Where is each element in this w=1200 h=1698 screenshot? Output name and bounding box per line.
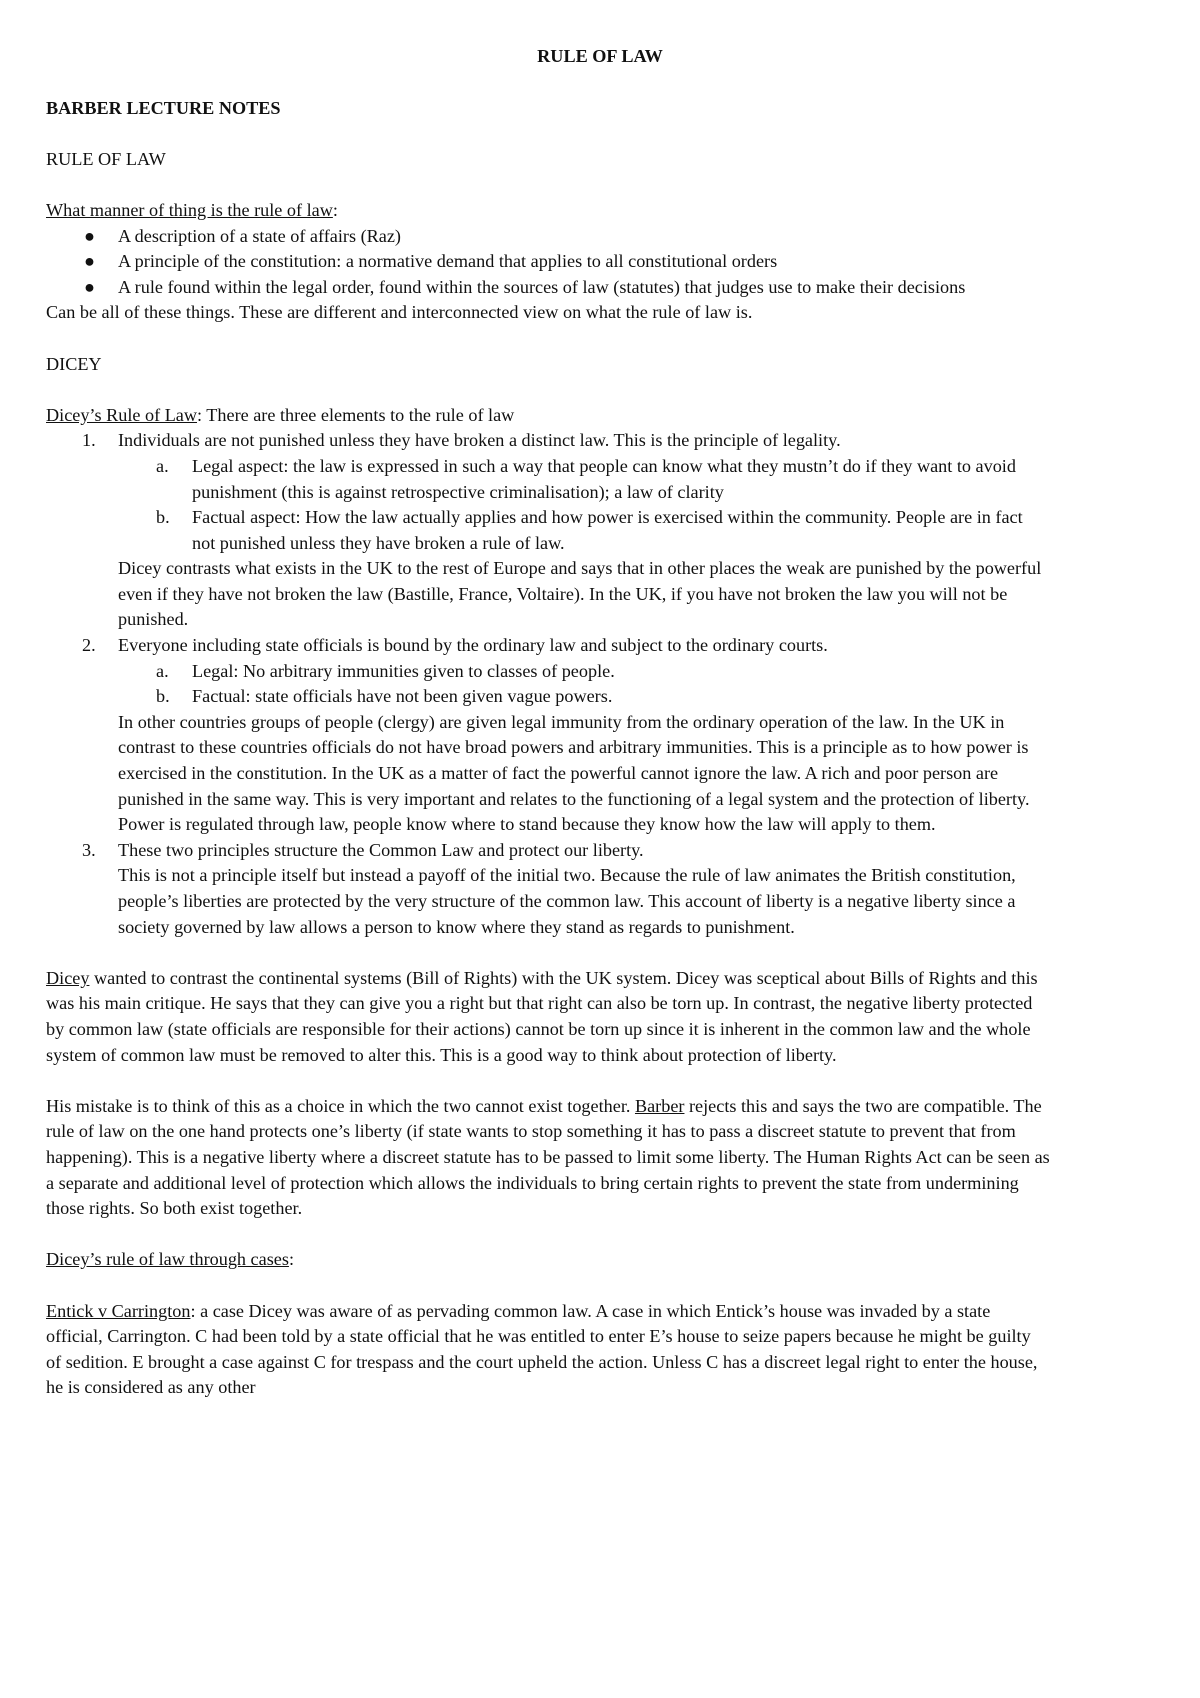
cases-heading-suffix: : [288,1249,294,1270]
document-title: RULE OF LAW [537,46,663,66]
cases-heading [46,1247,1050,1273]
list-item-note: This is not a principle itself but instead a payoff of the initial two. Because the rule of law animates the British constitution, people’s liberties are protected by the very structure of the common law. This account of liberty is a negative liberty since a society governed by law allows a person to know where they stand as regards to punishment. [118,865,1016,937]
list-item [84,249,1050,275]
manner-heading [46,198,1050,224]
manner-summary: Can be all of these things. These are different and interconnected view on what the rule of law is. [46,302,753,323]
bullet-icon: ● [84,251,95,272]
manner-heading-text: What manner of thing is the rule of law [46,199,333,220]
sub-list-text: Legal aspect: the law is expressed in such a way that people can know what they mustn’t do if they want to avoid punishment (this is against retrospective criminalisation); a law of clarity [192,455,1016,502]
sub-list-item [156,454,1050,505]
bullet-icon: ● [84,276,95,297]
list-item-note: Dicey contrasts what exists in the UK to the rest of Europe and says that in other places the weak are punished by the powerful even if they have not broken the law (Bastille, France, Voltaire). In the UK, if you have not broken the law you will not be punished. [118,558,1042,630]
bullet-text: A description of a state of affairs (Raz) [118,225,401,246]
manner-bullet-list [46,224,1050,301]
list-item [82,838,1050,940]
sub-list-item [156,659,1050,685]
dicey-rule-heading-text: Dicey’s Rule of Law [46,404,198,425]
list-number: 3. [82,839,96,860]
list-item-text: These two principles structure the Common Law and protect our liberty. [118,839,644,860]
list-item-text: Individuals are not punished unless they have broken a distinct law. This is the principle of legality. [118,430,841,451]
section-heading-rule-of-law: RULE OF LAW [46,148,166,169]
bullet-icon: ● [84,225,95,246]
paragraph-entick [46,1299,1050,1401]
list-item-note: In other countries groups of people (clergy) are given legal immunity from the ordinary operation of the law. In the UK in contrast to these countries officials do not have broad powers and arbitrary immunities. This is a principle as to how power is exercised in the constitution. In the UK as a matter of fact the powerful cannot ignore the law. A rich and poor person are punished in the same way. This is very important and relates to the functioning of a legal system and the protection of liberty. Power is regulated through law, people know where to stand because they know how the law will apply to them. [118,711,1030,835]
sub-list [118,659,1050,710]
case-name-entick: Entick v Carrington [46,1300,191,1321]
list-item [84,275,1050,301]
dicey-rule-heading-suffix: : There are three elements to the rule of law [197,404,515,425]
list-number: 2. [82,635,96,656]
subtitle: BARBER LECTURE NOTES [46,97,281,118]
sub-list-item [156,505,1050,556]
paragraph-dicey-text: wanted to contrast the continental systems (Bill of Rights) with the UK system. Dicey was sceptical about Bills of Rights and this was his main critique. He says that they can give you a right but that right can also be torn up. In contrast, the negative liberty protected by common law (state officials are responsible for their actions) cannot be torn up since it is inherent in the common law and the whole system of common law must be removed to alter this. This is a good way to think about protection of liberty. [46,967,1038,1065]
paragraph-barber-after: rejects this and says the two are compatible. The rule of law on the one hand protects one’s liberty (if state wants to stop something it has to pass a discreet statute to prevent that from happening). This is a negative liberty where a discreet statute has to be passed to limit some liberty. The Human Rights Act can be seen as a separate and additional level of protection which allows the individuals to bring certain rights to prevent the state from undermining those rights. So both exist together. [46,1095,1050,1219]
sub-list-letter: b. [156,686,170,707]
dicey-elements-list [46,428,1050,940]
section-heading-dicey: DICEY [46,353,102,374]
paragraph-entick-text: : a case Dicey was aware of as pervading common law. A case in which Entick’s house was invaded by a state official, Carrington. C had been told by a state official that he was entitled to enter E’s house to seize papers because he might be guilty of sedition. E brought a case against C for trespass and the court upheld the action. Unless C has a discreet legal right to enter the house, he is considered as any other [46,1300,1038,1398]
sub-list-text: Legal: No arbitrary immunities given to classes of people. [192,660,615,681]
list-number: 1. [82,430,96,451]
barber-name: Barber [634,1095,685,1116]
sub-list [118,454,1050,556]
sub-list-letter: a. [156,455,169,476]
bullet-text: A principle of the constitution: a normative demand that applies to all constitutional orders [118,251,778,272]
list-item [82,633,1050,838]
cases-heading-text: Dicey’s rule of law through cases [46,1249,289,1270]
list-item-text: Everyone including state officials is bound by the ordinary law and subject to the ordinary courts. [118,635,828,656]
dicey-name: Dicey [46,967,90,988]
sub-list-letter: b. [156,507,170,528]
dicey-rule-heading [46,403,1050,429]
sub-list-letter: a. [156,660,169,681]
sub-list-item [156,684,1050,710]
list-item [82,428,1050,633]
paragraph-barber [46,1094,1050,1222]
manner-heading-suffix: : [332,199,338,220]
paragraph-dicey [46,966,1050,1068]
sub-list-text: Factual: state officials have not been given vague powers. [192,686,613,707]
sub-list-text: Factual aspect: How the law actually applies and how power is exercised within the community. People are in fact not punished unless they have broken a rule of law. [192,507,1023,553]
bullet-text: A rule found within the legal order, found within the sources of law (statutes) that judges use to make their decisions [118,276,966,297]
list-item [84,224,1050,250]
paragraph-barber-before: His mistake is to think of this as a choice in which the two cannot exist together. [46,1095,635,1116]
